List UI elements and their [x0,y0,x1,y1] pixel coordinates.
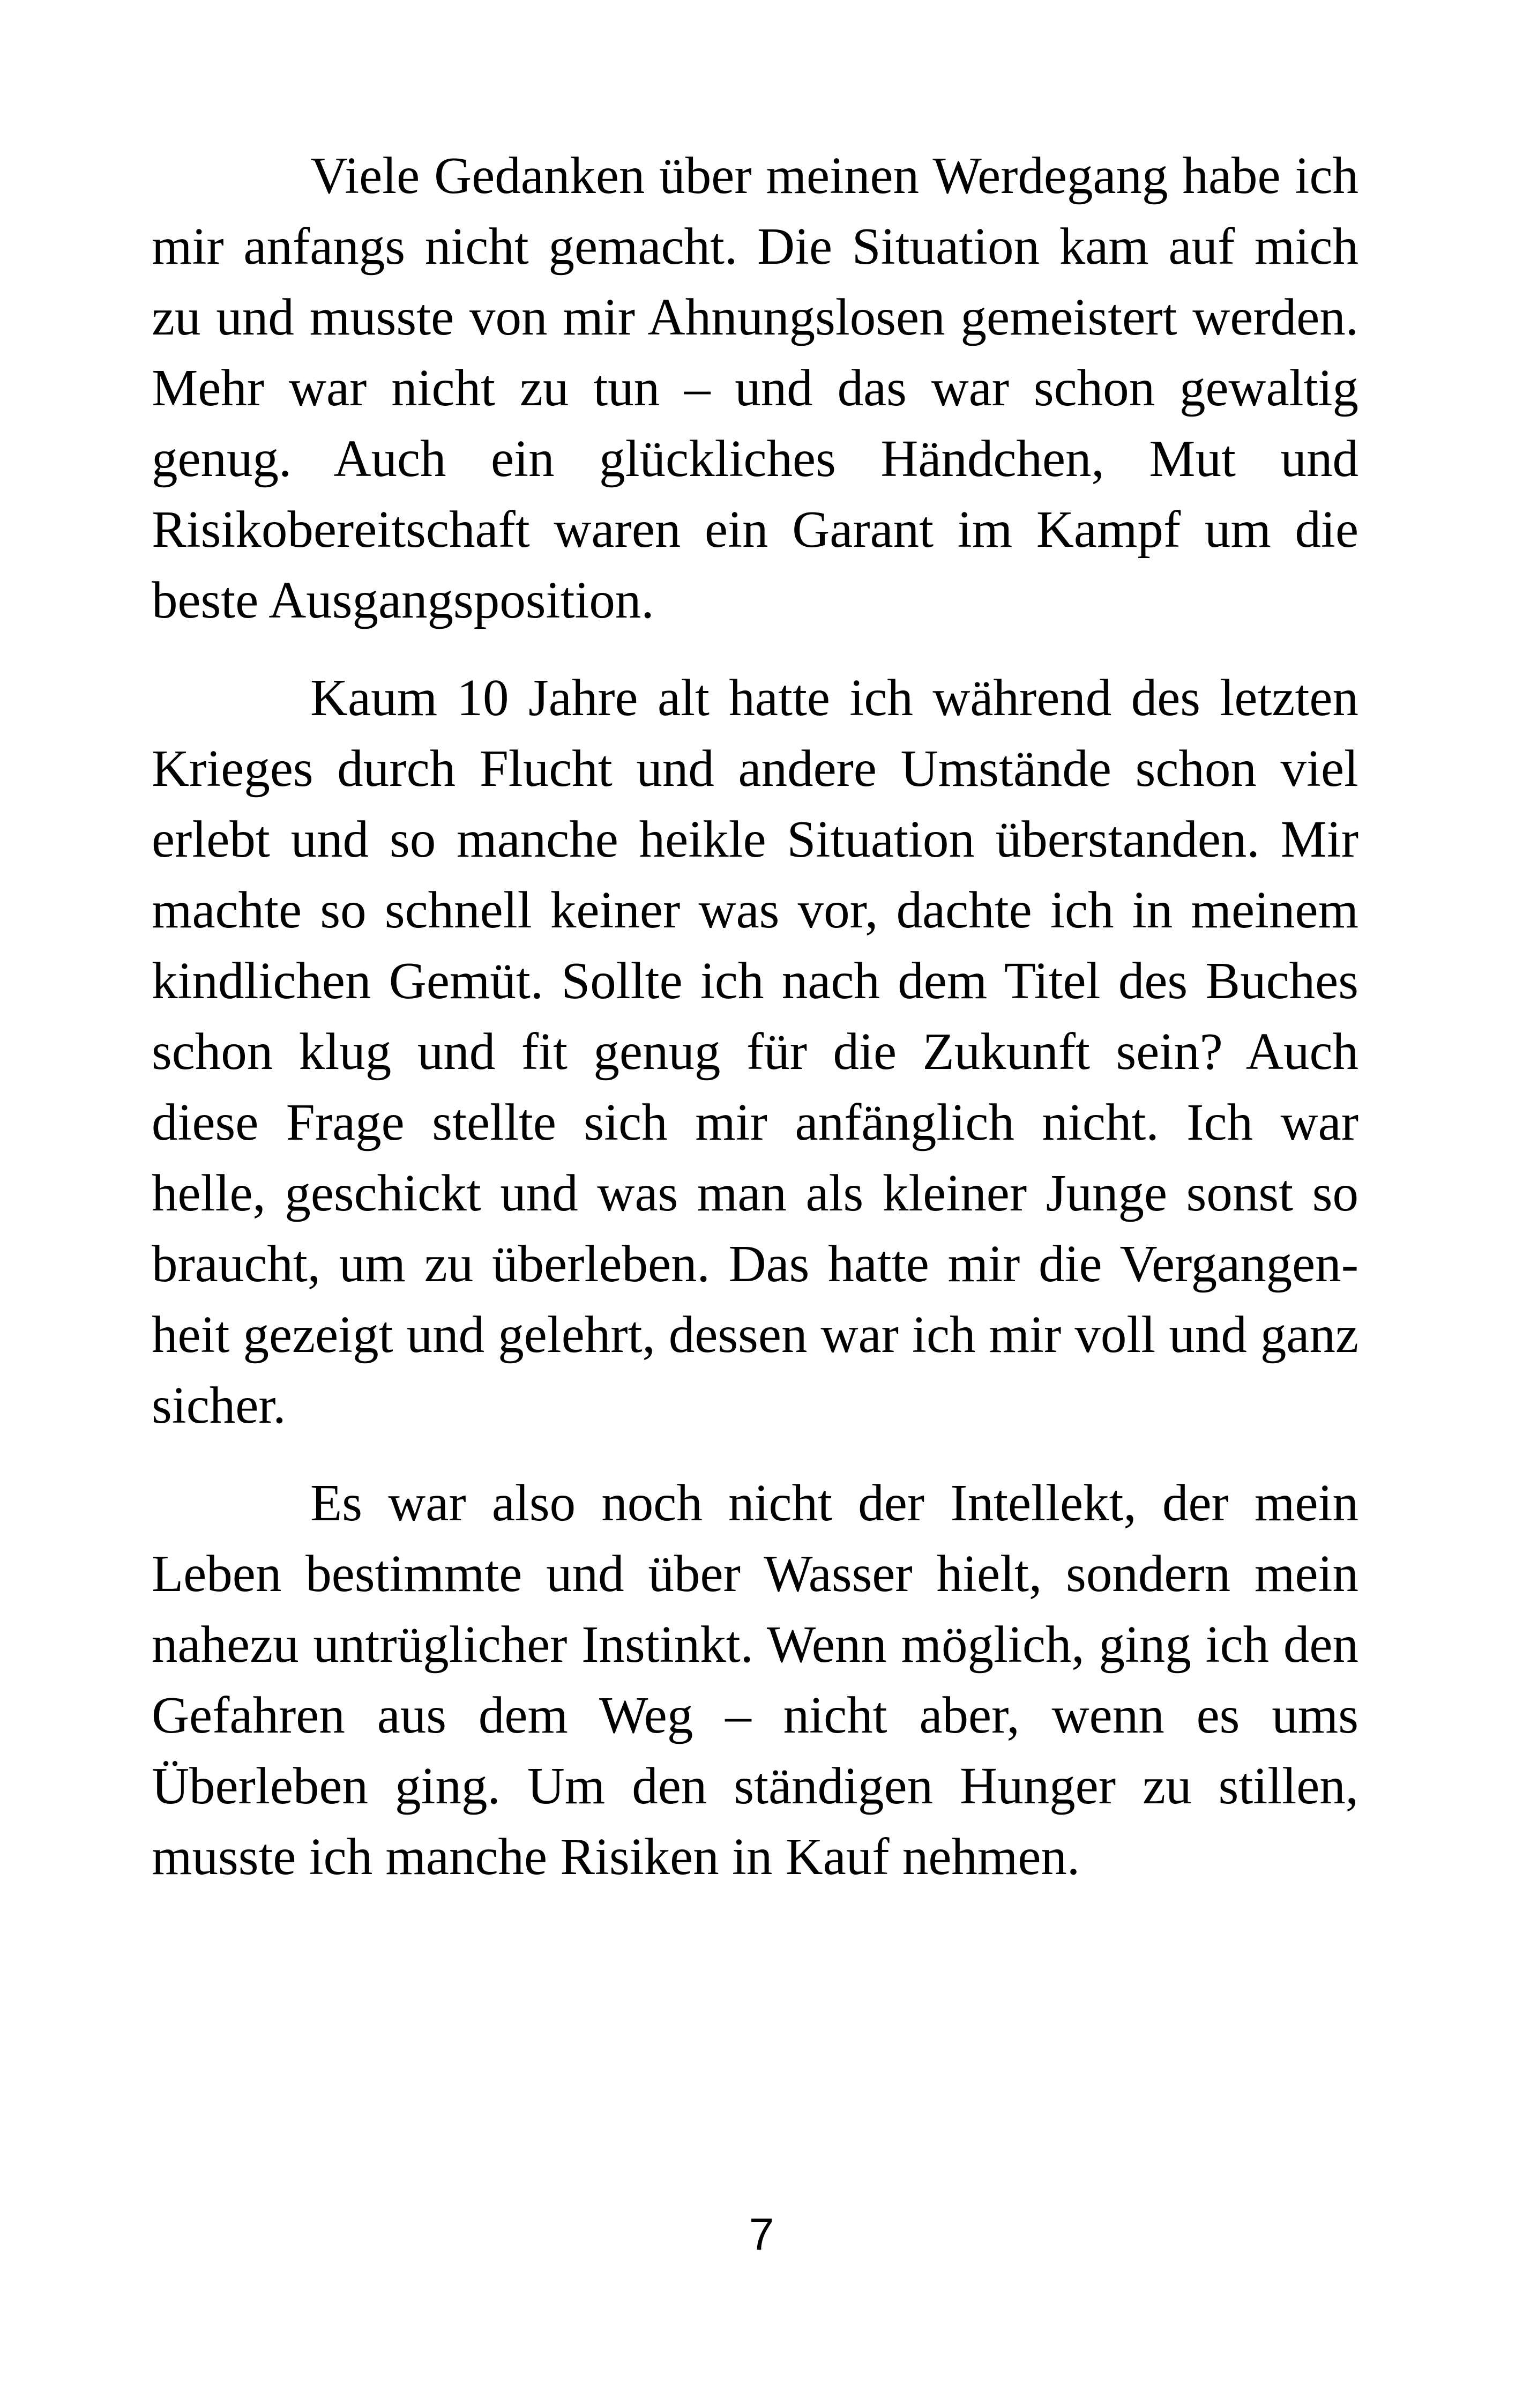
paragraph-1: Viele Gedanken über meinen Werdegang habe ich mir anfangs nicht gemacht. Die Situation kam auf mich zu und musste von mir Ahnungslosen gemeistert werden. Mehr war nicht zu tun – und das war schon gewaltig genug. Auch ein glückliches Händchen, Mut und Risikobereitschaft waren ein Garant im Kampf um die beste Ausgangsposition. [152,147,1358,629]
paragraph-2: Kaum 10 Jahre alt hatte ich während des letzten Krieges durch Flucht und andere Umstände schon viel erlebt und so manche heikle Situation überstanden. Mir machte so schnell keiner was vor, dachte ich in meinem kindlichen Gemüt. Sollte ich nach dem Titel des Buches schon klug und fit genug für die Zukunft sein? Auch diese Frage stellte sich mir anfänglich nicht. Ich war helle, geschickt und was man als kleiner Junge sonst so braucht, um zu überleben. Das hatte mir die Vergangenheit gezeigt und gelehrt, dessen war ich mir voll und ganz sicher. [152,669,1358,1434]
page-number: 7 [749,2209,774,2260]
paragraph-3: Es war also noch nicht der Intellekt, der mein Leben bestimmte und über Wasser hielt, sondern mein nahezu untrüglicher Instinkt. Wenn möglich, ging ich den Gefahren aus dem Weg – nicht aber, wenn es ums Überleben ging. Um den ständigen Hunger zu stillen, musste ich manche Risiken in Kauf nehmen. [152,1474,1358,1885]
body-text [152,140,1358,1919]
